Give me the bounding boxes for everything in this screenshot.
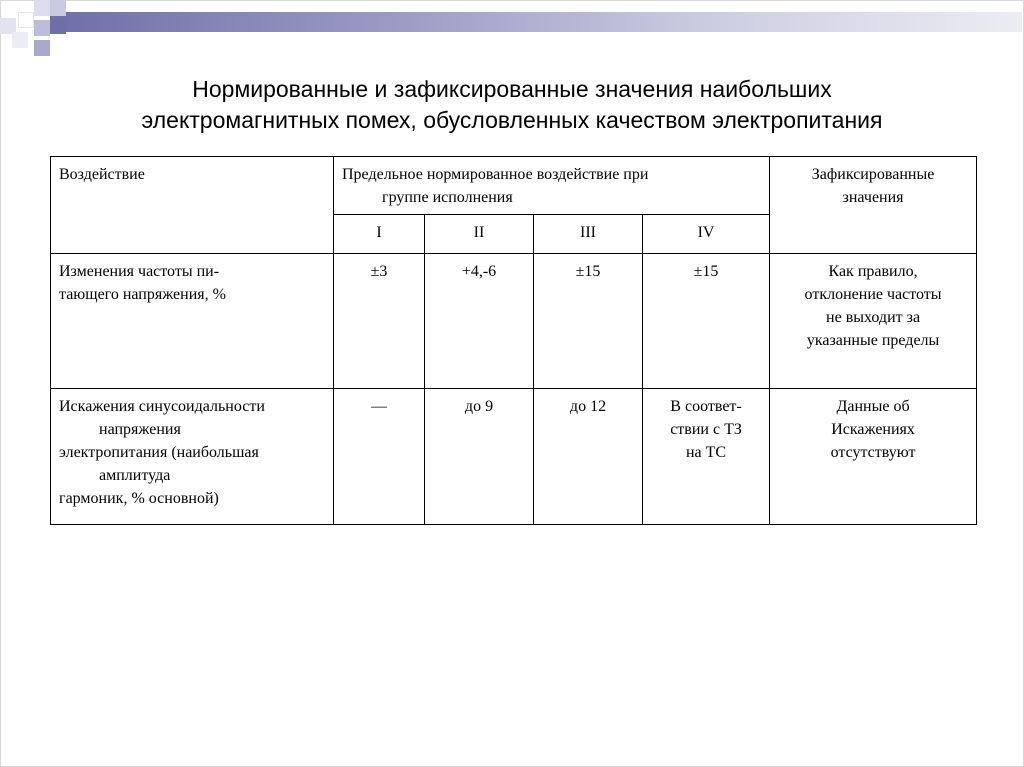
group-header-cell: I <box>334 214 425 253</box>
impact-line: Искажения синусоидальности <box>59 398 265 415</box>
table-row <box>51 254 977 389</box>
recorded-line: Данные об <box>836 398 910 415</box>
norms-table <box>50 156 977 525</box>
recorded-line: указанные пределы <box>806 332 940 349</box>
decorative-square <box>34 40 50 56</box>
recorded-line: отсутствуют <box>830 444 916 461</box>
recorded-cell <box>770 254 977 389</box>
decorative-square <box>34 0 50 16</box>
table-row <box>51 389 977 525</box>
decorative-square <box>50 0 66 16</box>
impact-line: тающего напряжения, % <box>59 286 226 303</box>
header-recorded <box>770 157 977 254</box>
recorded-line: Как правило, <box>828 263 918 280</box>
decorative-square <box>50 18 66 34</box>
value-cell <box>643 389 770 525</box>
decorative-square <box>34 20 50 36</box>
group-header-cell: IV <box>643 214 770 253</box>
header-limit-line: Предельное нормированное воздействие при <box>342 166 649 183</box>
slide-title-line: Нормированные и зафиксированные значения наибольших <box>192 76 832 102</box>
impact-line: электропитания (наибольшая <box>59 444 259 461</box>
group-header-cell: II <box>425 214 534 253</box>
header-recorded-line: значения <box>842 189 904 206</box>
header-recorded-line: Зафиксированные <box>811 166 935 183</box>
value-line: ствии с ТЗ <box>670 421 742 438</box>
value-line: на ТС <box>685 444 727 461</box>
impact-line: напряжения <box>99 421 181 438</box>
header-limit <box>334 157 770 215</box>
recorded-line: не выходит за <box>826 309 921 326</box>
impact-line: Изменения частоты пи- <box>59 263 220 280</box>
row-impact-cell <box>51 254 334 389</box>
header-limit-line: группе исполнения <box>382 189 513 206</box>
value-cell: ±3 <box>334 254 425 389</box>
recorded-line: отклонение частоты <box>804 286 942 303</box>
recorded-line: Искажениях <box>831 421 915 438</box>
header-impact <box>51 157 334 254</box>
slide-title-line: электромагнитных помех, обусловленных качеством электропитания <box>141 107 883 133</box>
table-header-row <box>51 157 977 215</box>
value-cell: +4,-6 <box>425 254 534 389</box>
value-line: В соответ- <box>670 398 742 415</box>
decorative-square <box>18 12 34 28</box>
impact-line: амплитуда <box>99 467 171 484</box>
value-cell: — <box>334 389 425 525</box>
value-cell: до 12 <box>534 389 643 525</box>
header-gradient-bar <box>50 12 1022 32</box>
row-impact-cell <box>51 389 334 525</box>
recorded-cell <box>770 389 977 525</box>
value-cell: ±15 <box>534 254 643 389</box>
value-cell: до 9 <box>425 389 534 525</box>
slide-title <box>60 74 964 136</box>
decorative-square <box>12 32 28 48</box>
value-cell: ±15 <box>643 254 770 389</box>
header-impact-label: Воздействие <box>59 166 145 183</box>
impact-line: гармоник, % основной) <box>59 490 219 507</box>
group-header-cell: III <box>534 214 643 253</box>
